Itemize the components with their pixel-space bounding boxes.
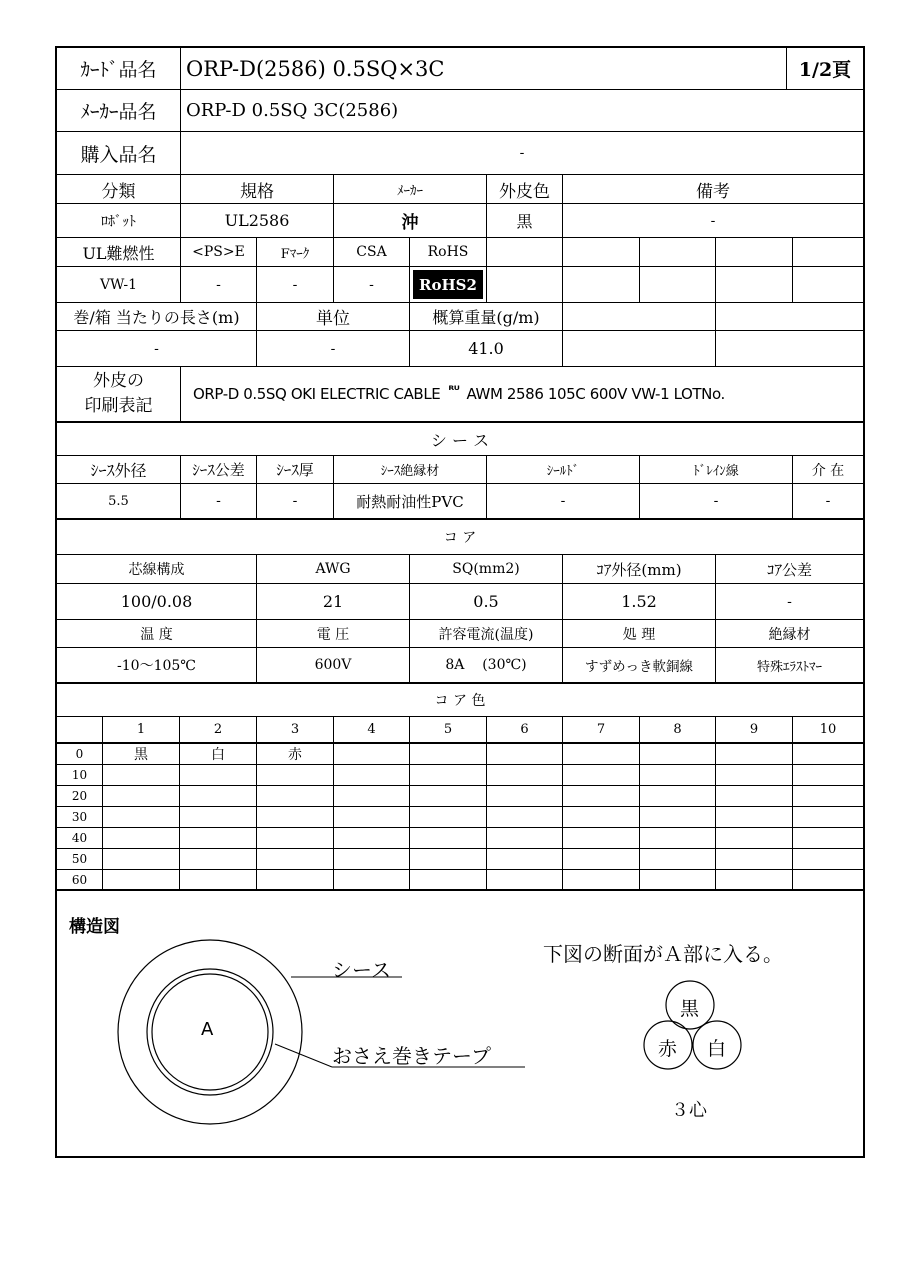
pack-empty-val-1: [563, 331, 716, 366]
maker-value: 沖: [334, 204, 487, 237]
cert-header-row: [57, 238, 863, 267]
core-color-cell: [793, 786, 863, 806]
unit-value: -: [257, 331, 410, 366]
standard-value: UL2586: [181, 204, 334, 237]
current-value: 8A (30℃): [410, 648, 563, 682]
cert-value-row: [57, 267, 863, 303]
core-color-cell: [640, 807, 716, 827]
core-color-cell: [487, 870, 563, 889]
core-count-label: ３心: [671, 1100, 707, 1121]
core-color-cell: [640, 828, 716, 848]
insulation-header: 絶縁材: [768, 626, 811, 643]
filler-header: 介 在: [811, 462, 845, 479]
voltage-header: 電 圧: [257, 620, 410, 647]
purchase-name-row: [57, 132, 863, 175]
weight-header: 概算重量(g/m): [410, 303, 563, 330]
core-color-cell: [180, 807, 257, 827]
core-color-cell: [640, 765, 716, 785]
ul-mark-icon: ᴿᵁ: [448, 383, 460, 397]
core-color-cell: [410, 765, 487, 785]
core-color-cell: [716, 744, 793, 764]
core-title: コ ア: [443, 530, 477, 546]
shield-header: ｼｰﾙﾄﾞ: [487, 456, 640, 483]
rohs-header: RoHS: [410, 238, 487, 266]
pack-empty-1: [563, 303, 716, 330]
standard-header: 規格: [181, 175, 334, 203]
cert-empty-5: [793, 238, 863, 266]
sheath-tolerance-value: -: [181, 484, 257, 518]
core-color-cell: [716, 828, 793, 848]
pack-empty-2: [716, 303, 863, 330]
cert-empty-val-4: [716, 267, 793, 302]
pack-empty-val-2: [716, 331, 863, 366]
core-color-cell: [334, 807, 410, 827]
cert-empty-val-1: [487, 267, 563, 302]
core-color-column-header: 7: [563, 717, 640, 742]
core-title-row: [57, 520, 863, 555]
structure-diagram: [57, 892, 863, 1156]
sheath-thickness-header: ｼｰｽ厚: [257, 456, 334, 483]
cert-empty-val-5: [793, 267, 863, 302]
conductor-structure-header: 芯線構成: [57, 555, 257, 583]
core-color-cell: [487, 786, 563, 806]
drain-wire-value: -: [640, 484, 793, 518]
core-color-corner: [57, 717, 103, 742]
cert-empty-val-3: [640, 267, 716, 302]
rohs-badge: RoHS2: [413, 270, 483, 299]
core-color-column-header: 5: [410, 717, 487, 742]
printing-text-before: ORP-D 0.5SQ OKI ELECTRIC CABLE: [193, 385, 441, 403]
conductor-structure-value: 100/0.08: [57, 584, 257, 619]
core-color-cell: [793, 765, 863, 785]
csa-header: CSA: [334, 238, 410, 266]
sheath-material-header: ｼｰｽ絶縁材: [334, 456, 487, 483]
core-color-cell: [487, 765, 563, 785]
core-color-cell: [257, 765, 334, 785]
printing-row: [57, 367, 863, 423]
f-mark-value: -: [257, 267, 334, 302]
core-color-column-header: 4: [334, 717, 410, 742]
sheath-value-row: [57, 484, 863, 520]
core-color-cell: [487, 828, 563, 848]
cert-empty-4: [716, 238, 793, 266]
core-color-row: [57, 786, 863, 807]
core-color-row: [57, 870, 863, 891]
weight-value: 41.0: [410, 331, 563, 366]
core-header-row-2: [57, 620, 863, 648]
core-od-value: 1.52: [563, 584, 716, 619]
core-color-title-row: [57, 684, 863, 717]
cert-empty-1: [487, 238, 563, 266]
csa-value: -: [334, 267, 410, 302]
printing-label-line1: 外皮の: [93, 371, 144, 391]
core-color-cell: [563, 849, 640, 869]
temperature-header: 温 度: [57, 620, 257, 647]
core-color-column-header: 2: [180, 717, 257, 742]
cert-empty-2: [563, 238, 640, 266]
core-color-row: [57, 849, 863, 870]
sheath-callout: シース: [332, 958, 391, 982]
sheath-header-row: [57, 456, 863, 484]
core-color-row-label: 20: [57, 786, 103, 806]
purchase-name-value: -: [519, 145, 525, 161]
core-color-cell: [257, 807, 334, 827]
core-color-cell: [180, 828, 257, 848]
core-color-cell: [487, 807, 563, 827]
core-color-cell: [487, 849, 563, 869]
awg-value: 21: [257, 584, 410, 619]
current-header: 許容電流(温度): [410, 620, 563, 647]
structure-title: 構造図: [69, 917, 120, 937]
core-color-cell: [103, 849, 180, 869]
core-color-cell: [563, 807, 640, 827]
core-color-cell: [410, 744, 487, 764]
voltage-value: 600V: [257, 648, 410, 682]
temperature-value: -10～105℃: [57, 648, 257, 682]
printing-label: [57, 367, 181, 421]
core-color-cell: [793, 870, 863, 889]
core-color-cell: [793, 744, 863, 764]
core-color-cell: [487, 744, 563, 764]
core-color-cell: [640, 849, 716, 869]
core-color-cell: [410, 828, 487, 848]
cert-empty-3: [640, 238, 716, 266]
core-color-cell: [640, 744, 716, 764]
shield-value: -: [487, 484, 640, 518]
core-color-cell: [793, 849, 863, 869]
core-color-cell: [563, 786, 640, 806]
core-color-column-header: 6: [487, 717, 563, 742]
flame-retardant-value: VW-1: [57, 267, 181, 302]
core-color-cell: [793, 828, 863, 848]
cert-empty-val-2: [563, 267, 640, 302]
core-color-cell: [257, 828, 334, 848]
core-color-column-header: 10: [819, 722, 837, 737]
maker-header: ﾒｰｶｰ: [334, 175, 487, 203]
printing-text: [181, 367, 863, 421]
core-color-cell: [410, 807, 487, 827]
core-color-cell: [103, 807, 180, 827]
core-color-cell: [103, 786, 180, 806]
area-label: A: [201, 1019, 214, 1040]
jacket-color-value: 黒: [487, 204, 563, 237]
sheath-material-value: 耐熱耐油性PVC: [334, 484, 487, 518]
core-color-column-header: 8: [640, 717, 716, 742]
core-color-header-row: [57, 717, 863, 744]
core-color-cell: [103, 870, 180, 889]
core-value-row-2: [57, 648, 863, 684]
core-color-cell: [563, 828, 640, 848]
core-color-cell: [334, 744, 410, 764]
packaging-header-row: [57, 303, 863, 331]
core-color-row-label: 60: [57, 870, 103, 889]
sheath-tolerance-header: ｼｰｽ公差: [181, 456, 257, 483]
core-color-column-header: 1: [103, 717, 180, 742]
classification-header-row: [57, 175, 863, 204]
spec-sheet: [55, 46, 865, 1158]
core-color-cell: [563, 744, 640, 764]
tape-leader-line: [275, 1044, 332, 1067]
classification-header: 分類: [57, 175, 181, 203]
core-color-cell: [334, 786, 410, 806]
core-value-row-1: [57, 584, 863, 620]
pse-value: -: [181, 267, 257, 302]
f-mark-header: Fﾏｰｸ: [257, 238, 334, 266]
printing-text-after: AWM 2586 105C 600V VW-1 LOTNo.: [466, 385, 725, 403]
core-color-cell: [716, 765, 793, 785]
core-color-cell: [716, 786, 793, 806]
packaging-value-row: [57, 331, 863, 367]
maker-name-value: ORP-D 0.5SQ 3C(2586): [186, 100, 399, 121]
core-color-row: [57, 828, 863, 849]
core-color-row-label: 0: [57, 744, 103, 764]
rohs-value-cell: [410, 267, 487, 302]
classification-value: ﾛﾎﾞｯﾄ: [57, 204, 181, 237]
treatment-header: 処 理: [563, 620, 716, 647]
core-color-cell: [410, 786, 487, 806]
remarks-header: 備考: [696, 181, 730, 202]
core-color-cell: [180, 765, 257, 785]
length-per-reel-value: -: [57, 331, 257, 366]
core-color-row: [57, 744, 863, 765]
core-color-cell: [334, 765, 410, 785]
card-name-value: ORP-D(2586) 0.5SQ×3C: [181, 48, 787, 89]
core-color-cell: [180, 849, 257, 869]
core-color-cell: [257, 870, 334, 889]
core-color-cell: [257, 849, 334, 869]
core-color-cell: [180, 870, 257, 889]
core-red-label: 赤: [658, 1038, 678, 1060]
drain-wire-header: ﾄﾞﾚｲﾝ線: [640, 456, 793, 483]
core-color-cell: 白: [180, 744, 257, 764]
core-color-cell: [563, 870, 640, 889]
card-name-row: [57, 48, 863, 90]
core-color-cell: [334, 828, 410, 848]
core-color-cell: 黒: [103, 744, 180, 764]
insulation-value: 特殊ｴﾗｽﾄﾏｰ: [756, 659, 822, 675]
core-tolerance-value: -: [787, 593, 792, 610]
pse-header: <PS>E: [181, 238, 257, 266]
core-color-cell: [103, 765, 180, 785]
sheath-title-row: [57, 423, 863, 456]
core-color-cell: [640, 870, 716, 889]
sq-header: SQ(mm2): [410, 555, 563, 583]
core-color-cell: [410, 870, 487, 889]
core-color-row: [57, 807, 863, 828]
core-color-row-label: 50: [57, 849, 103, 869]
core-color-cell: 赤: [257, 744, 334, 764]
core-color-row-label: 40: [57, 828, 103, 848]
core-color-column-header: 3: [257, 717, 334, 742]
core-od-header: ｺｱ外径(mm): [563, 555, 716, 583]
filler-value: -: [825, 493, 831, 509]
core-color-cell: [563, 765, 640, 785]
core-black-label: 黒: [680, 998, 700, 1020]
core-color-cell: [793, 807, 863, 827]
sheath-thickness-value: -: [257, 484, 334, 518]
awg-header: AWG: [257, 555, 410, 583]
core-white-label: 白: [707, 1038, 727, 1060]
core-tolerance-header: ｺｱ公差: [766, 560, 812, 579]
core-color-cell: [716, 807, 793, 827]
tape-callout: おさえ巻きテープ: [332, 1044, 491, 1068]
sheath-od-value: 5.5: [57, 484, 181, 518]
sq-value: 0.5: [410, 584, 563, 619]
core-color-cell: [410, 849, 487, 869]
core-color-column-header: 9: [716, 717, 793, 742]
jacket-color-header: 外皮色: [487, 175, 563, 203]
core-color-cell: [716, 870, 793, 889]
core-color-cell: [334, 849, 410, 869]
length-per-reel-header: 巻/箱 当たりの長さ(m): [57, 303, 257, 330]
core-color-cell: [716, 849, 793, 869]
page-number: 1/2頁: [798, 59, 852, 81]
remarks-value: -: [710, 212, 716, 229]
sheath-od-header: ｼｰｽ外径: [57, 456, 181, 483]
maker-name-label: ﾒｰｶｰ品名: [57, 90, 181, 131]
cable-cross-section: [57, 892, 863, 1156]
classification-value-row: [57, 204, 863, 238]
printing-label-line2: 印刷表記: [84, 396, 153, 416]
core-color-row-label: 30: [57, 807, 103, 827]
maker-name-row: [57, 90, 863, 132]
core-color-cell: [334, 870, 410, 889]
cross-section-note: 下図の断面がＡ部に入る。: [543, 942, 783, 966]
core-header-row-1: [57, 555, 863, 584]
card-name-label: ｶｰﾄﾞ品名: [57, 48, 181, 89]
core-color-cell: [640, 786, 716, 806]
treatment-value: すずめっき軟銅線: [563, 648, 716, 682]
sheath-title: シ ー ス: [430, 430, 490, 450]
core-color-row-label: 10: [57, 765, 103, 785]
purchase-name-label: 購入品名: [57, 132, 181, 174]
core-color-cell: [180, 786, 257, 806]
core-color-row: [57, 765, 863, 786]
unit-header: 単位: [257, 303, 410, 330]
core-color-cell: [103, 828, 180, 848]
core-color-title: コ ア 色: [434, 693, 486, 709]
core-color-cell: [257, 786, 334, 806]
flame-retardant-header: UL難燃性: [57, 238, 181, 266]
